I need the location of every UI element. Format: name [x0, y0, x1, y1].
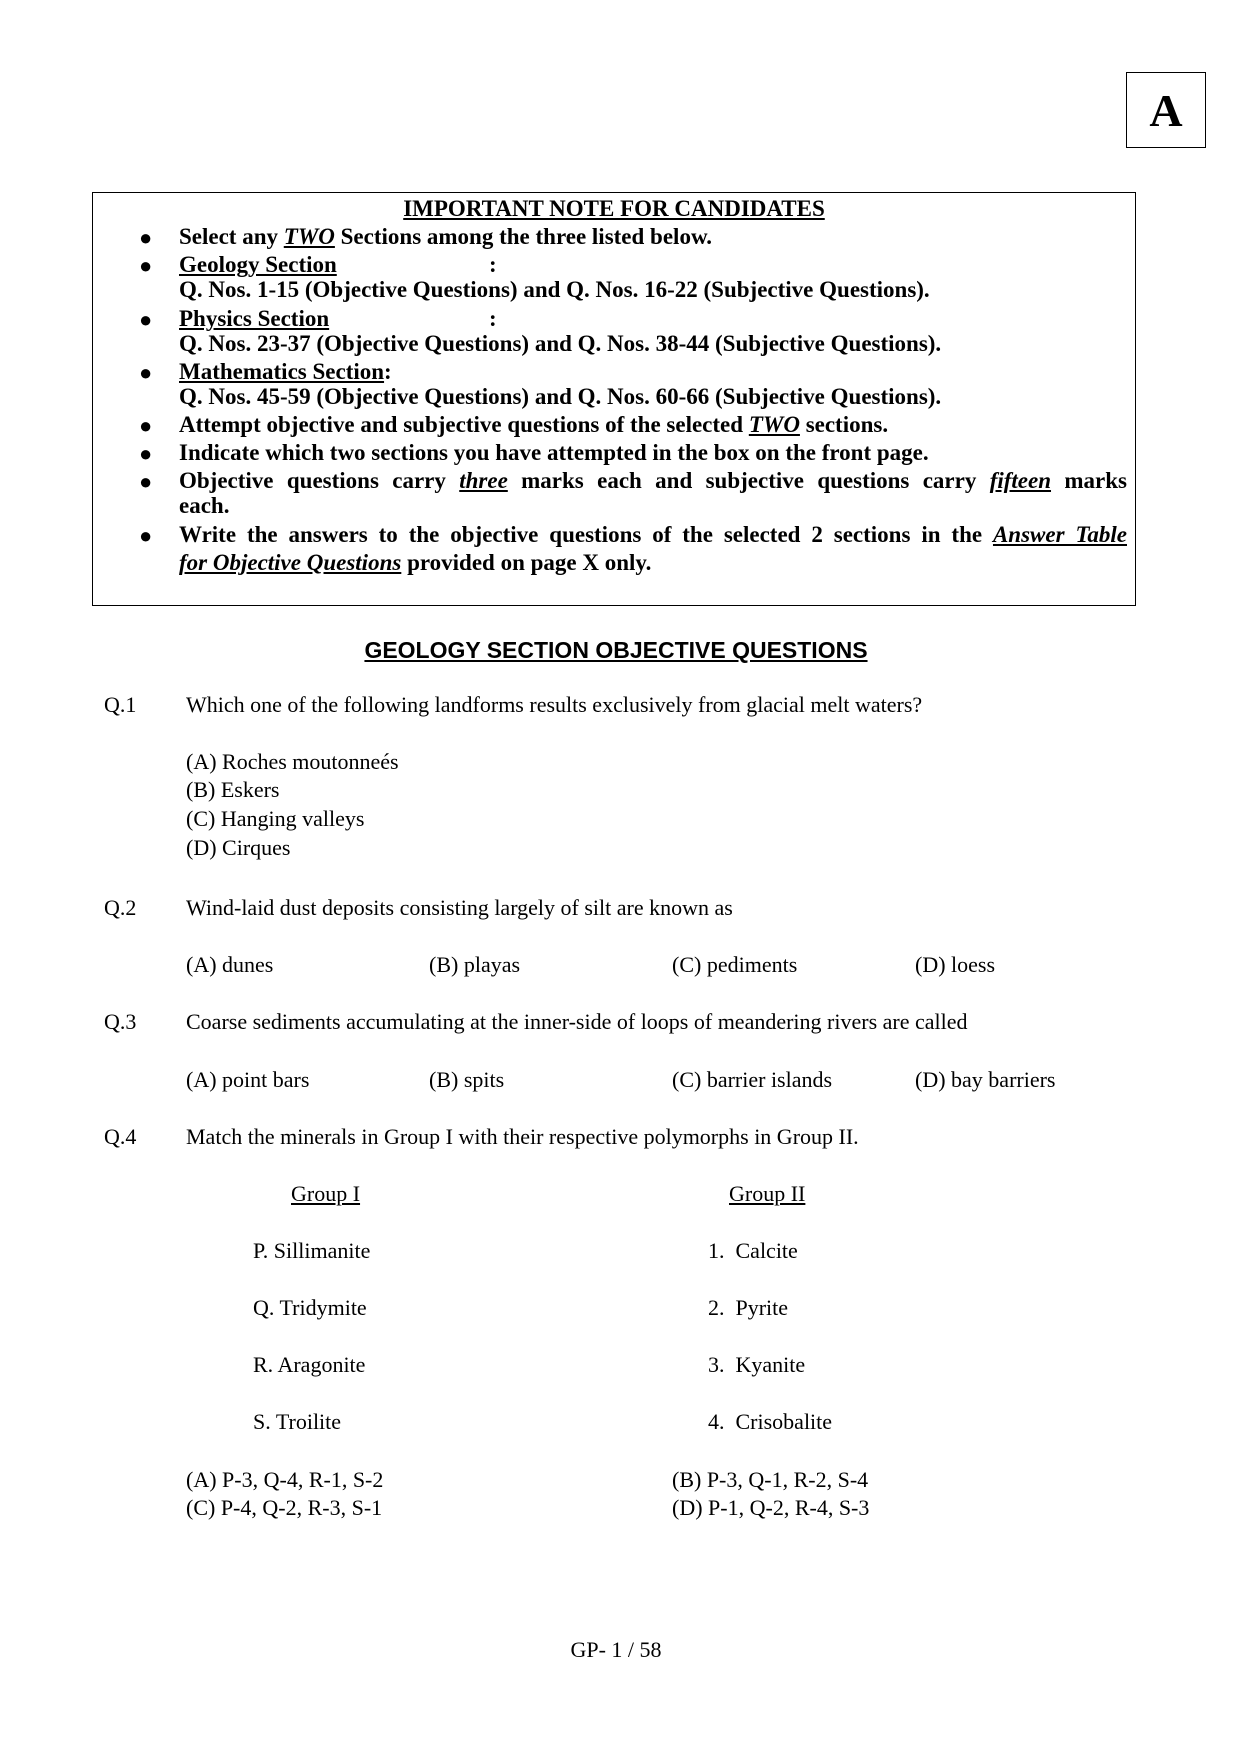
important-note-box	[92, 192, 1136, 606]
question-stem: Match the minerals in Group I with their respective polymorphs in Group II.	[186, 1124, 859, 1149]
question-number: Q.1	[104, 692, 137, 717]
option-c: (C) pediments	[672, 952, 798, 977]
note-indicate: Indicate which two sections you have attempted in the box on the front page.	[179, 440, 929, 465]
note-title: IMPORTANT NOTE FOR CANDIDATES	[403, 196, 825, 221]
option-b: (B) P-3, Q-1, R-2, S-4	[672, 1467, 869, 1492]
group-2-item: 2. Pyrite	[708, 1295, 789, 1320]
note-geology-detail: Q. Nos. 1-15 (Objective Questions) and Q. Nos. 16-22 (Subjective Questions).	[179, 277, 930, 302]
note-select-two: Select any TWO Sections among the three listed below.	[179, 224, 713, 249]
group-1-item: S. Troilite	[253, 1409, 342, 1434]
group-1-item: R. Aragonite	[253, 1352, 366, 1377]
option-a: (A) point bars	[186, 1067, 310, 1092]
option-b: (B) playas	[429, 952, 521, 977]
group-2-item: 1. Calcite	[708, 1238, 798, 1263]
note-answer-table: Write the answers to the objective questions of the selected 2 sections in the Answer Table	[179, 522, 1127, 547]
option-b: (B) spits	[429, 1067, 505, 1092]
section-heading: GEOLOGY SECTION OBJECTIVE QUESTIONS	[364, 637, 868, 663]
option-c: (C) Hanging valleys	[186, 806, 365, 831]
option-d: (D) loess	[915, 952, 996, 977]
question-stem: Which one of the following landforms results exclusively from glacial melt waters?	[186, 692, 923, 717]
question-number: Q.2	[104, 895, 137, 920]
note-math-section: Mathematics Section:	[179, 359, 392, 384]
note-marks-cont: each.	[179, 493, 230, 518]
question-number: Q.3	[104, 1009, 137, 1034]
group-2-item: 4. Crisobalite	[708, 1409, 833, 1434]
note-answer-table-cont: for Objective Questions provided on page X only.	[179, 550, 652, 575]
bullet-icon: ●	[139, 307, 153, 332]
question-stem: Coarse sediments accumulating at the inner-side of loops of meandering rivers are called	[186, 1009, 968, 1034]
option-a: (A) Roches moutonneés	[186, 749, 399, 774]
question-set-label: A	[1126, 72, 1206, 148]
option-a: (A) P-3, Q-4, R-1, S-2	[186, 1467, 384, 1492]
group-1-item: Q. Tridymite	[253, 1295, 367, 1320]
bullet-icon: ●	[139, 441, 153, 466]
bullet-icon: ●	[139, 413, 153, 438]
note-geology-section: Geology Section :	[179, 252, 497, 277]
question-stem: Wind-laid dust deposits consisting largely of silt are known as	[186, 895, 733, 920]
bullet-icon: ●	[139, 225, 153, 250]
option-c: (C) P-4, Q-2, R-3, S-1	[186, 1495, 383, 1520]
group-2-item: 3. Kyanite	[708, 1352, 806, 1377]
bullet-icon: ●	[139, 360, 153, 385]
question-number: Q.4	[104, 1124, 137, 1149]
group-1-item: P. Sillimanite	[253, 1238, 371, 1263]
note-physics-detail: Q. Nos. 23-37 (Objective Questions) and Q. Nos. 38-44 (Subjective Questions).	[179, 331, 942, 356]
note-attempt: Attempt objective and subjective questions of the selected TWO sections.	[179, 412, 889, 437]
option-c: (C) barrier islands	[672, 1067, 833, 1092]
option-a: (A) dunes	[186, 952, 274, 977]
note-physics-section: Physics Section :	[179, 306, 497, 331]
note-math-detail: Q. Nos. 45-59 (Objective Questions) and Q. Nos. 60-66 (Subjective Questions).	[179, 384, 942, 409]
note-marks: Objective questions carry three marks each and subjective questions carry fifteen marks	[179, 468, 1127, 493]
bullet-icon: ●	[139, 523, 153, 548]
option-d: (D) P-1, Q-2, R-4, S-3	[672, 1495, 870, 1520]
option-d: (D) Cirques	[186, 835, 291, 860]
page-footer: GP- 1 / 58	[570, 1637, 662, 1662]
group-2-heading: Group II	[729, 1181, 806, 1206]
bullet-icon: ●	[139, 253, 153, 278]
option-b: (B) Eskers	[186, 777, 280, 802]
bullet-icon: ●	[139, 469, 153, 494]
group-1-heading: Group I	[291, 1181, 361, 1206]
option-d: (D) bay barriers	[915, 1067, 1056, 1092]
